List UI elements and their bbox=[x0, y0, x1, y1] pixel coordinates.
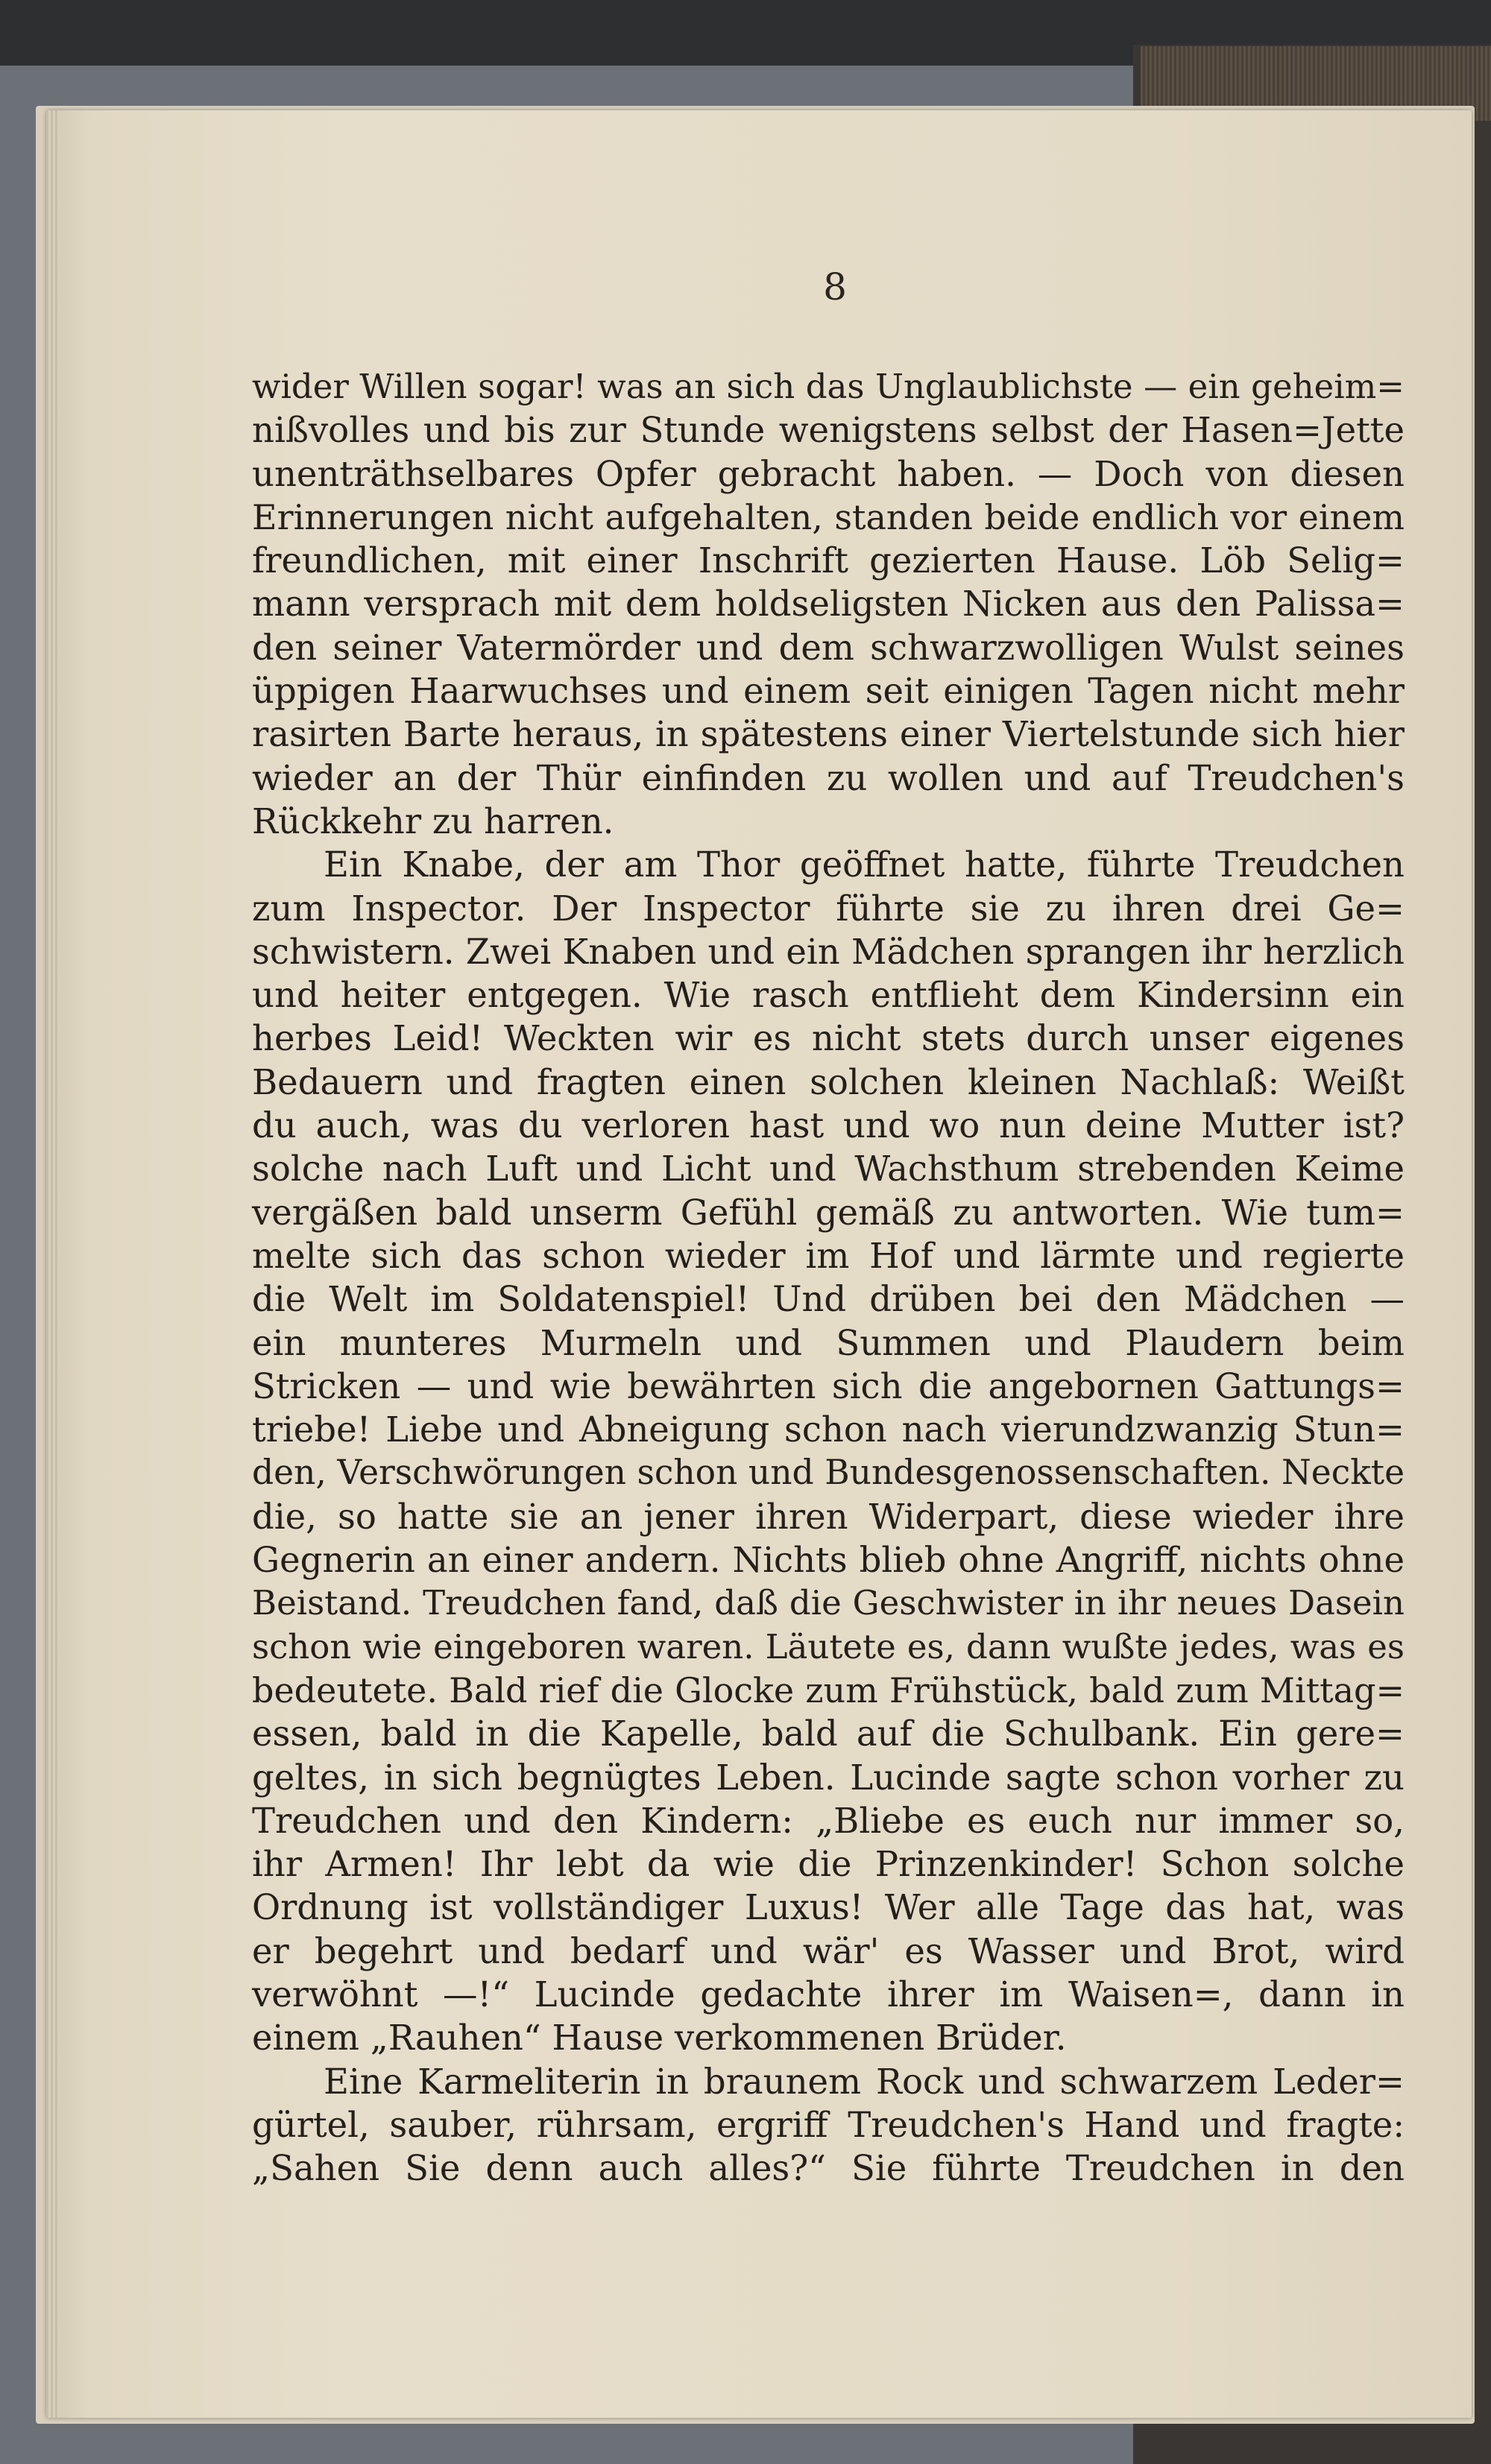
text-line: unenträthselbares Opfer gebracht haben. — Doch von diesen bbox=[252, 453, 1405, 494]
text-line: ihr Armen! Ihr lebt da wie die Prinzenkinder! Schon solche bbox=[252, 1844, 1405, 1885]
text-line: Stricken — und wie bewährten sich die angebornen Gattungs= bbox=[252, 1365, 1405, 1406]
text-line: geltes, in sich begnügtes Leben. Lucinde sagte schon vorher zu bbox=[252, 1757, 1405, 1798]
text-line: triebe! Liebe und Abneigung schon nach vierundzwanzig Stun= bbox=[252, 1409, 1405, 1450]
text-line: die Welt im Soldatenspiel! Und drüben bei den Mädchen — bbox=[252, 1279, 1405, 1320]
text-line: und heiter entgegen. Wie rasch entflieht dem Kindersinn ein bbox=[252, 975, 1405, 1016]
text-line: wieder an der Thür einfinden zu wollen und auf Treudchen's bbox=[252, 757, 1405, 798]
text-line: Gegnerin an einer andern. Nichts blieb ohne Angriff, nichts ohne bbox=[252, 1540, 1405, 1581]
text-line: verwöhnt —!“ Lucinde gedachte ihrer im Waisen=, dann in bbox=[252, 1974, 1405, 2015]
text-line: schon wie eingeboren waren. Läutete es, dann wußte jedes, was es bbox=[252, 1626, 1405, 1667]
text-line: Ein Knabe, der am Thor geöffnet hatte, führte Treudchen bbox=[324, 844, 1405, 885]
text-line: du auch, was du verloren hast und wo nun deine Mutter ist? bbox=[252, 1105, 1405, 1146]
body-text bbox=[252, 365, 1405, 2190]
text-line: die, so hatte sie an jener ihren Widerpart, diese wieder ihre bbox=[252, 1496, 1405, 1537]
text-line: freundlichen, mit einer Inschrift gezierten Hause. Löb Selig= bbox=[252, 540, 1405, 581]
text-line: Ordnung ist vollständiger Luxus! Wer alle Tage das hat, was bbox=[252, 1887, 1405, 1928]
text-line: vergäßen bald unserm Gefühl gemäß zu antworten. Wie tum= bbox=[252, 1192, 1405, 1233]
text-line: einem „Rauhen“ Hause verkommenen Brüder. bbox=[252, 2018, 1067, 2059]
text-line: bedeutete. Bald rief die Glocke zum Frühstück, bald zum Mittag= bbox=[252, 1669, 1405, 1710]
text-line: üppigen Haarwuchses und einem seit einigen Tagen nicht mehr bbox=[252, 671, 1405, 712]
text-line: Treudchen und den Kindern: „Bliebe es euch nur immer so, bbox=[252, 1800, 1405, 1841]
text-line: mann versprach mit dem holdseligsten Nicken aus den Palissa= bbox=[252, 584, 1405, 625]
text-line: Beistand. Treudchen fand, daß die Geschwister in ihr neues Dasein bbox=[252, 1583, 1405, 1623]
text-line: rasirten Barte heraus, in spätestens einer Viertelstunde sich hier bbox=[252, 714, 1405, 755]
text-line: zum Inspector. Der Inspector führte sie zu ihren drei Ge= bbox=[252, 888, 1405, 929]
text-line: wider Willen sogar! was an sich das Unglaublichste — ein geheim= bbox=[252, 367, 1405, 406]
text-line: solche nach Luft und Licht und Wachsthum strebenden Keime bbox=[252, 1149, 1405, 1190]
text-line: Bedauern und fragten einen solchen kleinen Nachlaß: Weißt bbox=[252, 1061, 1405, 1102]
text-line: den seiner Vatermörder und dem schwarzwolligen Wulst seines bbox=[252, 627, 1405, 668]
text-line: Eine Karmeliterin in braunem Rock und schwarzem Leder= bbox=[324, 2061, 1405, 2102]
text-line: schwistern. Zwei Knaben und ein Mädchen sprangen ihr herzlich bbox=[252, 931, 1405, 972]
text-line: er begehrt und bedarf und wär' es Wasser und Brot, wird bbox=[252, 1930, 1405, 1971]
text-line: nißvolles und bis zur Stunde wenigstens selbst der Hasen=Jette bbox=[252, 410, 1405, 451]
text-line: ein munteres Murmeln und Summen und Plaudern beim bbox=[252, 1322, 1405, 1363]
text-line: den, Verschwörungen schon und Bundesgenossenschaften. Neckte bbox=[252, 1453, 1405, 1493]
text-line: Erinnerungen nicht aufgehalten, standen beide endlich vor einem bbox=[252, 496, 1405, 537]
text-line: gürtel, sauber, rührsam, ergriff Treudchen's Hand und fragte: bbox=[252, 2104, 1405, 2145]
text-line: essen, bald in die Kapelle, bald auf die Schulbank. Ein gere= bbox=[252, 1713, 1405, 1754]
text-line: herbes Leid! Weckten wir es nicht stets durch unser eigenes bbox=[252, 1018, 1405, 1059]
page-number: 8 bbox=[823, 265, 847, 309]
text-line: melte sich das schon wieder im Hof und lärmte und regierte bbox=[252, 1235, 1405, 1276]
page-gutter-edge bbox=[46, 110, 60, 2418]
text-line: „Sahen Sie denn auch alles?“ Sie führte Treudchen in den bbox=[252, 2148, 1405, 2189]
text-line: Rückkehr zu harren. bbox=[252, 800, 614, 841]
